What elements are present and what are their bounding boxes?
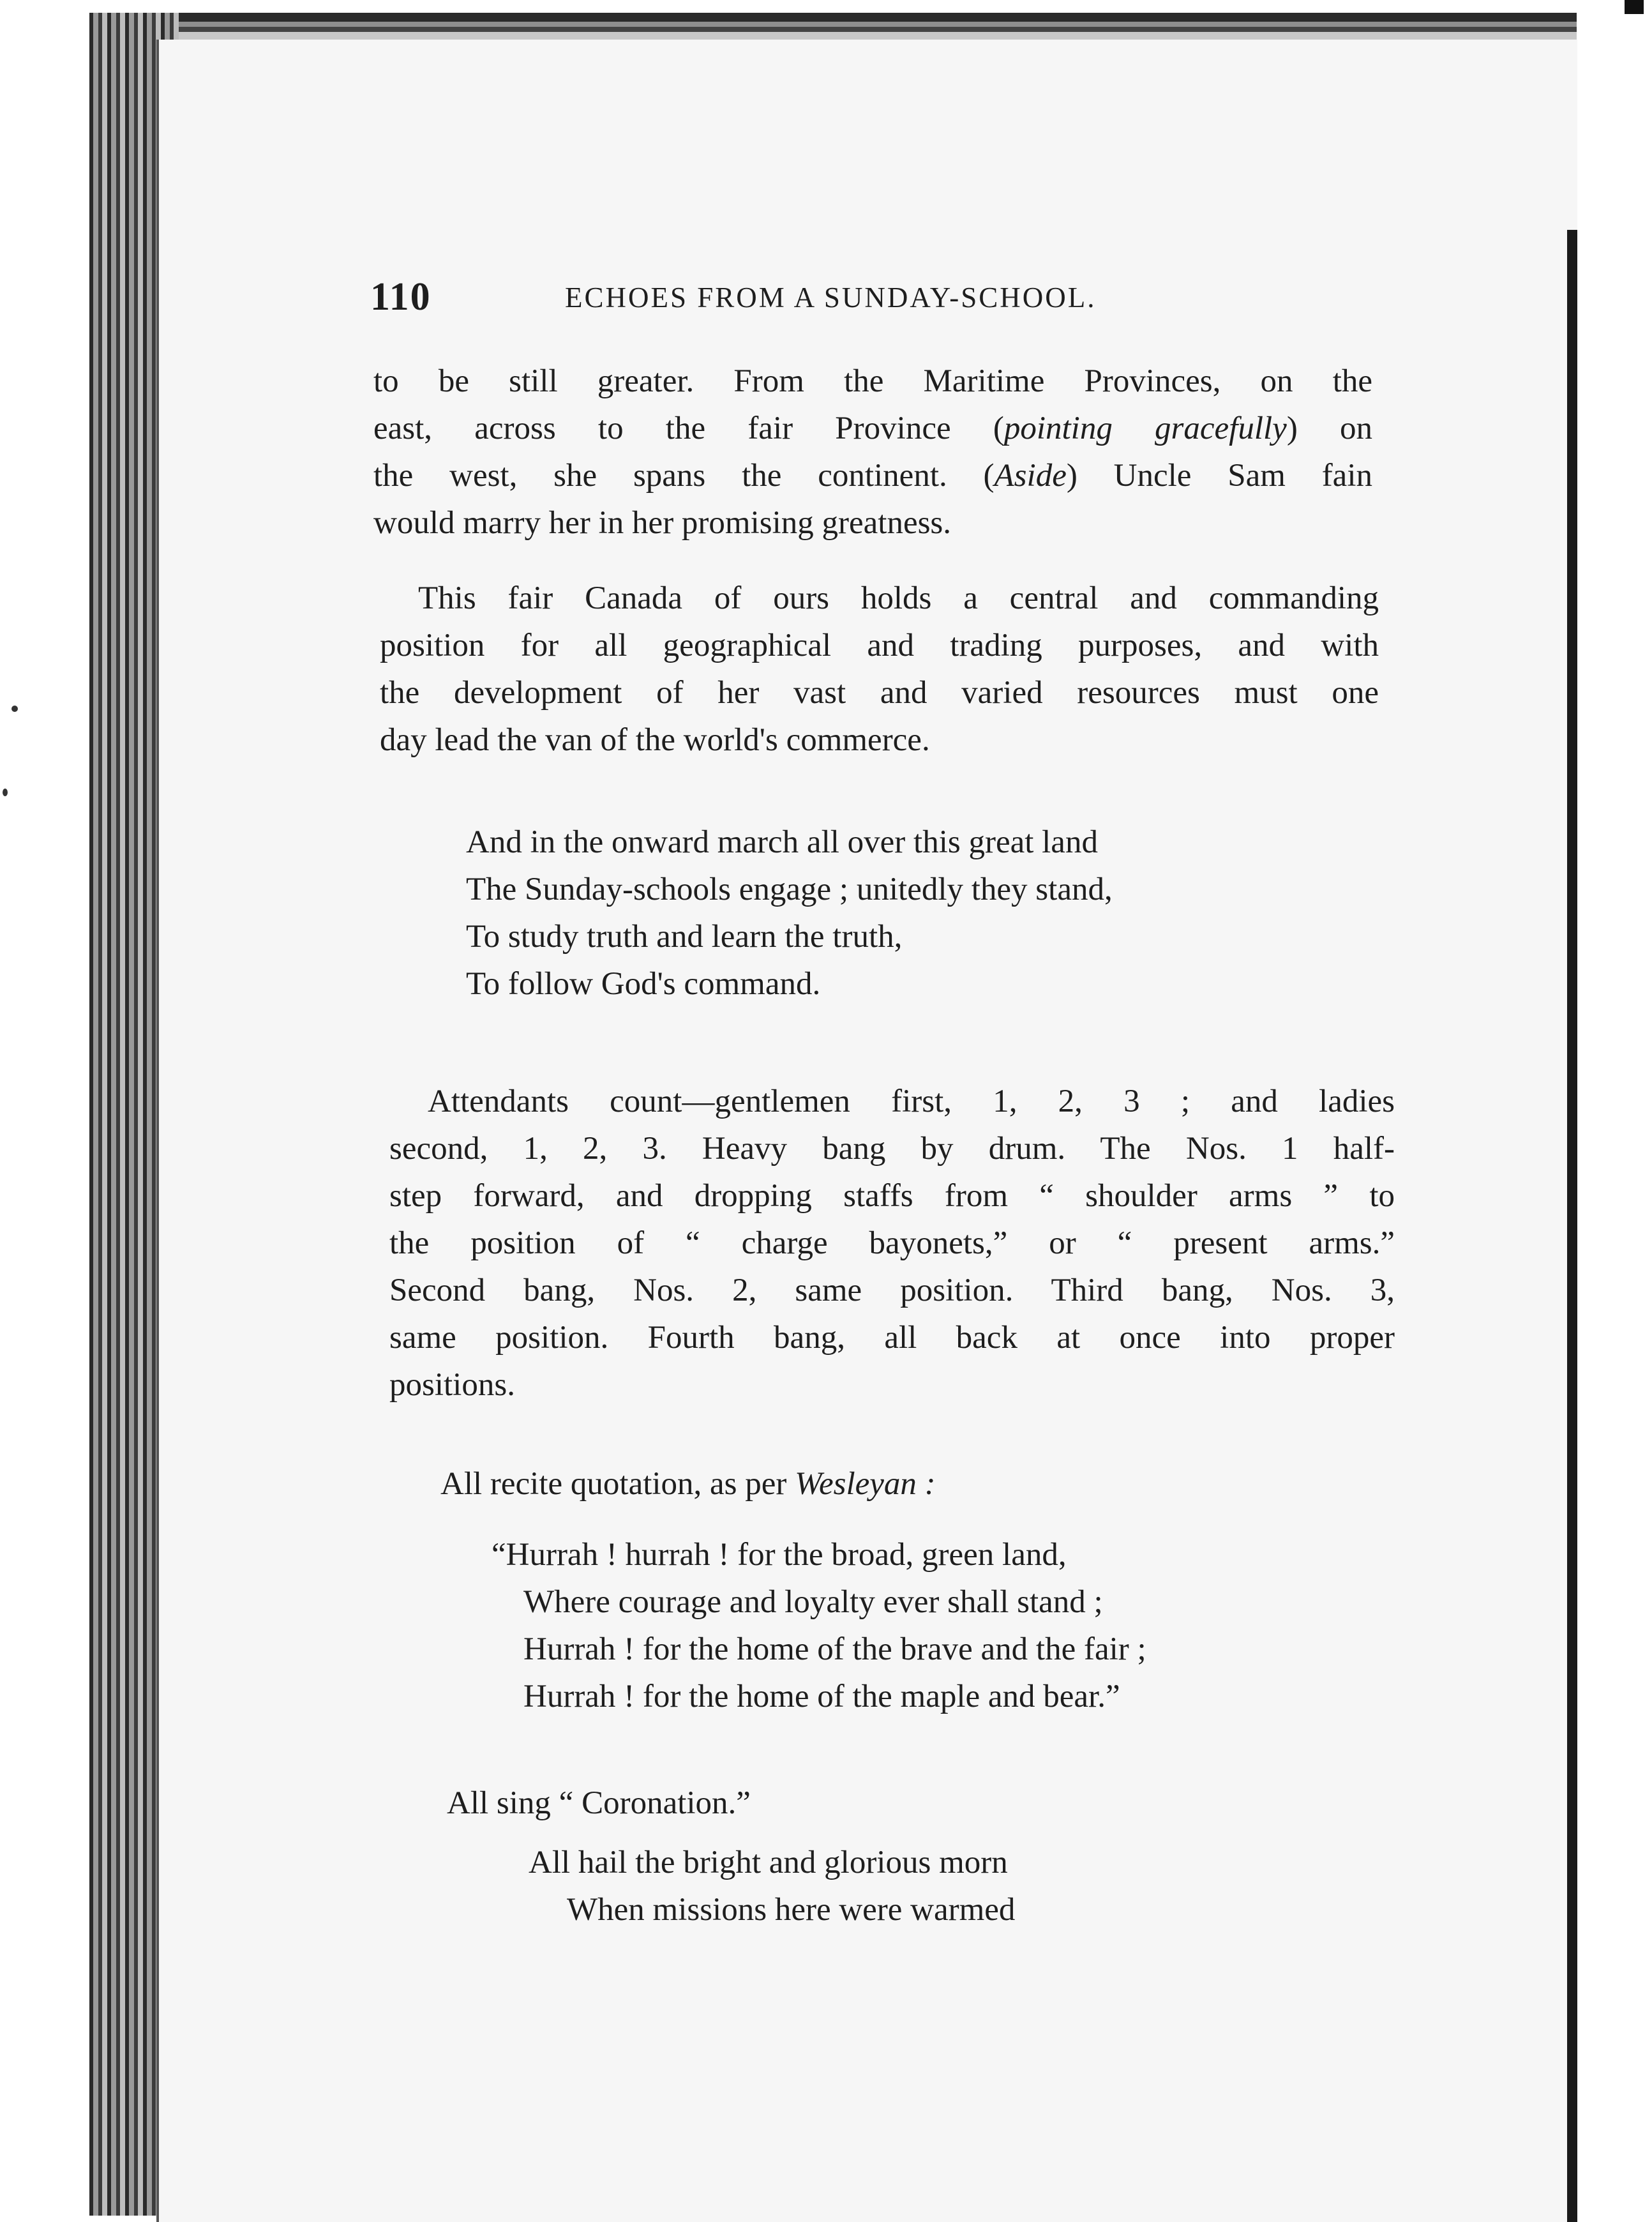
text-line: east, across to the fair Province (pointing gracefully) on — [373, 411, 1373, 446]
scan-corner-mark — [1625, 0, 1644, 14]
scan-speck — [3, 789, 8, 796]
scan-margin — [1577, 0, 1652, 2222]
recite-text: All recite quotation, as per — [440, 1466, 787, 1502]
verse-3 — [529, 1839, 1015, 1933]
text-line: would marry her in her promising greatness. — [373, 505, 952, 541]
text-line: the west, she spans the continent. (Aside) Uncle Sam fain — [373, 458, 1372, 494]
text-line: the position of “ charge bayonets,” or “ present arms.” — [389, 1225, 1395, 1261]
verse-line: Where courage and loyalty ever shall stand ; — [523, 1584, 1103, 1620]
recite-source: Wesleyan : — [795, 1466, 936, 1502]
verse-line: When missions here were warmed — [567, 1892, 1016, 1928]
recite-instruction — [440, 1465, 936, 1502]
paragraph-2 — [380, 575, 1379, 764]
verse-line: Hurrah ! for the home of the maple and bear.” — [523, 1679, 1120, 1714]
text-line: same position. Fourth bang, all back at once into proper — [389, 1320, 1395, 1356]
text-line: second, 1, 2, 3. Heavy bang by drum. The Nos. 1 half- — [389, 1131, 1395, 1167]
text-line: positions. — [389, 1367, 515, 1403]
verse-1 — [466, 819, 1113, 1008]
sing-instruction: All sing “ Coronation.” — [447, 1785, 751, 1821]
text-line: day lead the van of the world's commerce. — [380, 722, 930, 758]
running-header — [370, 275, 1187, 319]
book-top-edge — [89, 13, 1577, 43]
paragraph-1 — [373, 358, 1372, 547]
text-line: the development of her vast and varied resources must one — [380, 675, 1379, 711]
gutter-shadow — [1567, 230, 1577, 2222]
paragraph-3 — [389, 1078, 1395, 1409]
verse-2 — [492, 1531, 1146, 1720]
text-line: to be still greater. From the Maritime Provinces, on the — [373, 363, 1372, 399]
verse-line: Hurrah ! for the home of the brave and the fair ; — [523, 1631, 1146, 1667]
text-line: This fair Canada of ours holds a central and commanding — [418, 580, 1379, 616]
scan-speck — [11, 706, 18, 712]
text-line: Second bang, Nos. 2, same position. Third bang, Nos. 3, — [389, 1273, 1395, 1308]
page-number: 110 — [370, 275, 432, 319]
running-title: ECHOES FROM A SUNDAY-SCHOOL. — [565, 282, 1097, 314]
verse-line: All hail the bright and glorious morn — [529, 1845, 1008, 1880]
text-line: Attendants count—gentlemen first, 1, 2, 3 ; and ladies — [428, 1084, 1395, 1119]
verse-line: The Sunday-schools engage ; unitedly they stand, — [466, 872, 1113, 907]
verse-line: “Hurrah ! hurrah ! for the broad, green land, — [492, 1537, 1067, 1573]
verse-line: And in the onward march all over this great land — [466, 824, 1098, 860]
verse-line: To follow God's command. — [466, 966, 821, 1002]
text-line: step forward, and dropping staffs from “ shoulder arms ” to — [389, 1178, 1395, 1214]
verse-line: To study truth and learn the truth, — [466, 919, 903, 955]
text-line: position for all geographical and trading purposes, and with — [380, 628, 1379, 663]
